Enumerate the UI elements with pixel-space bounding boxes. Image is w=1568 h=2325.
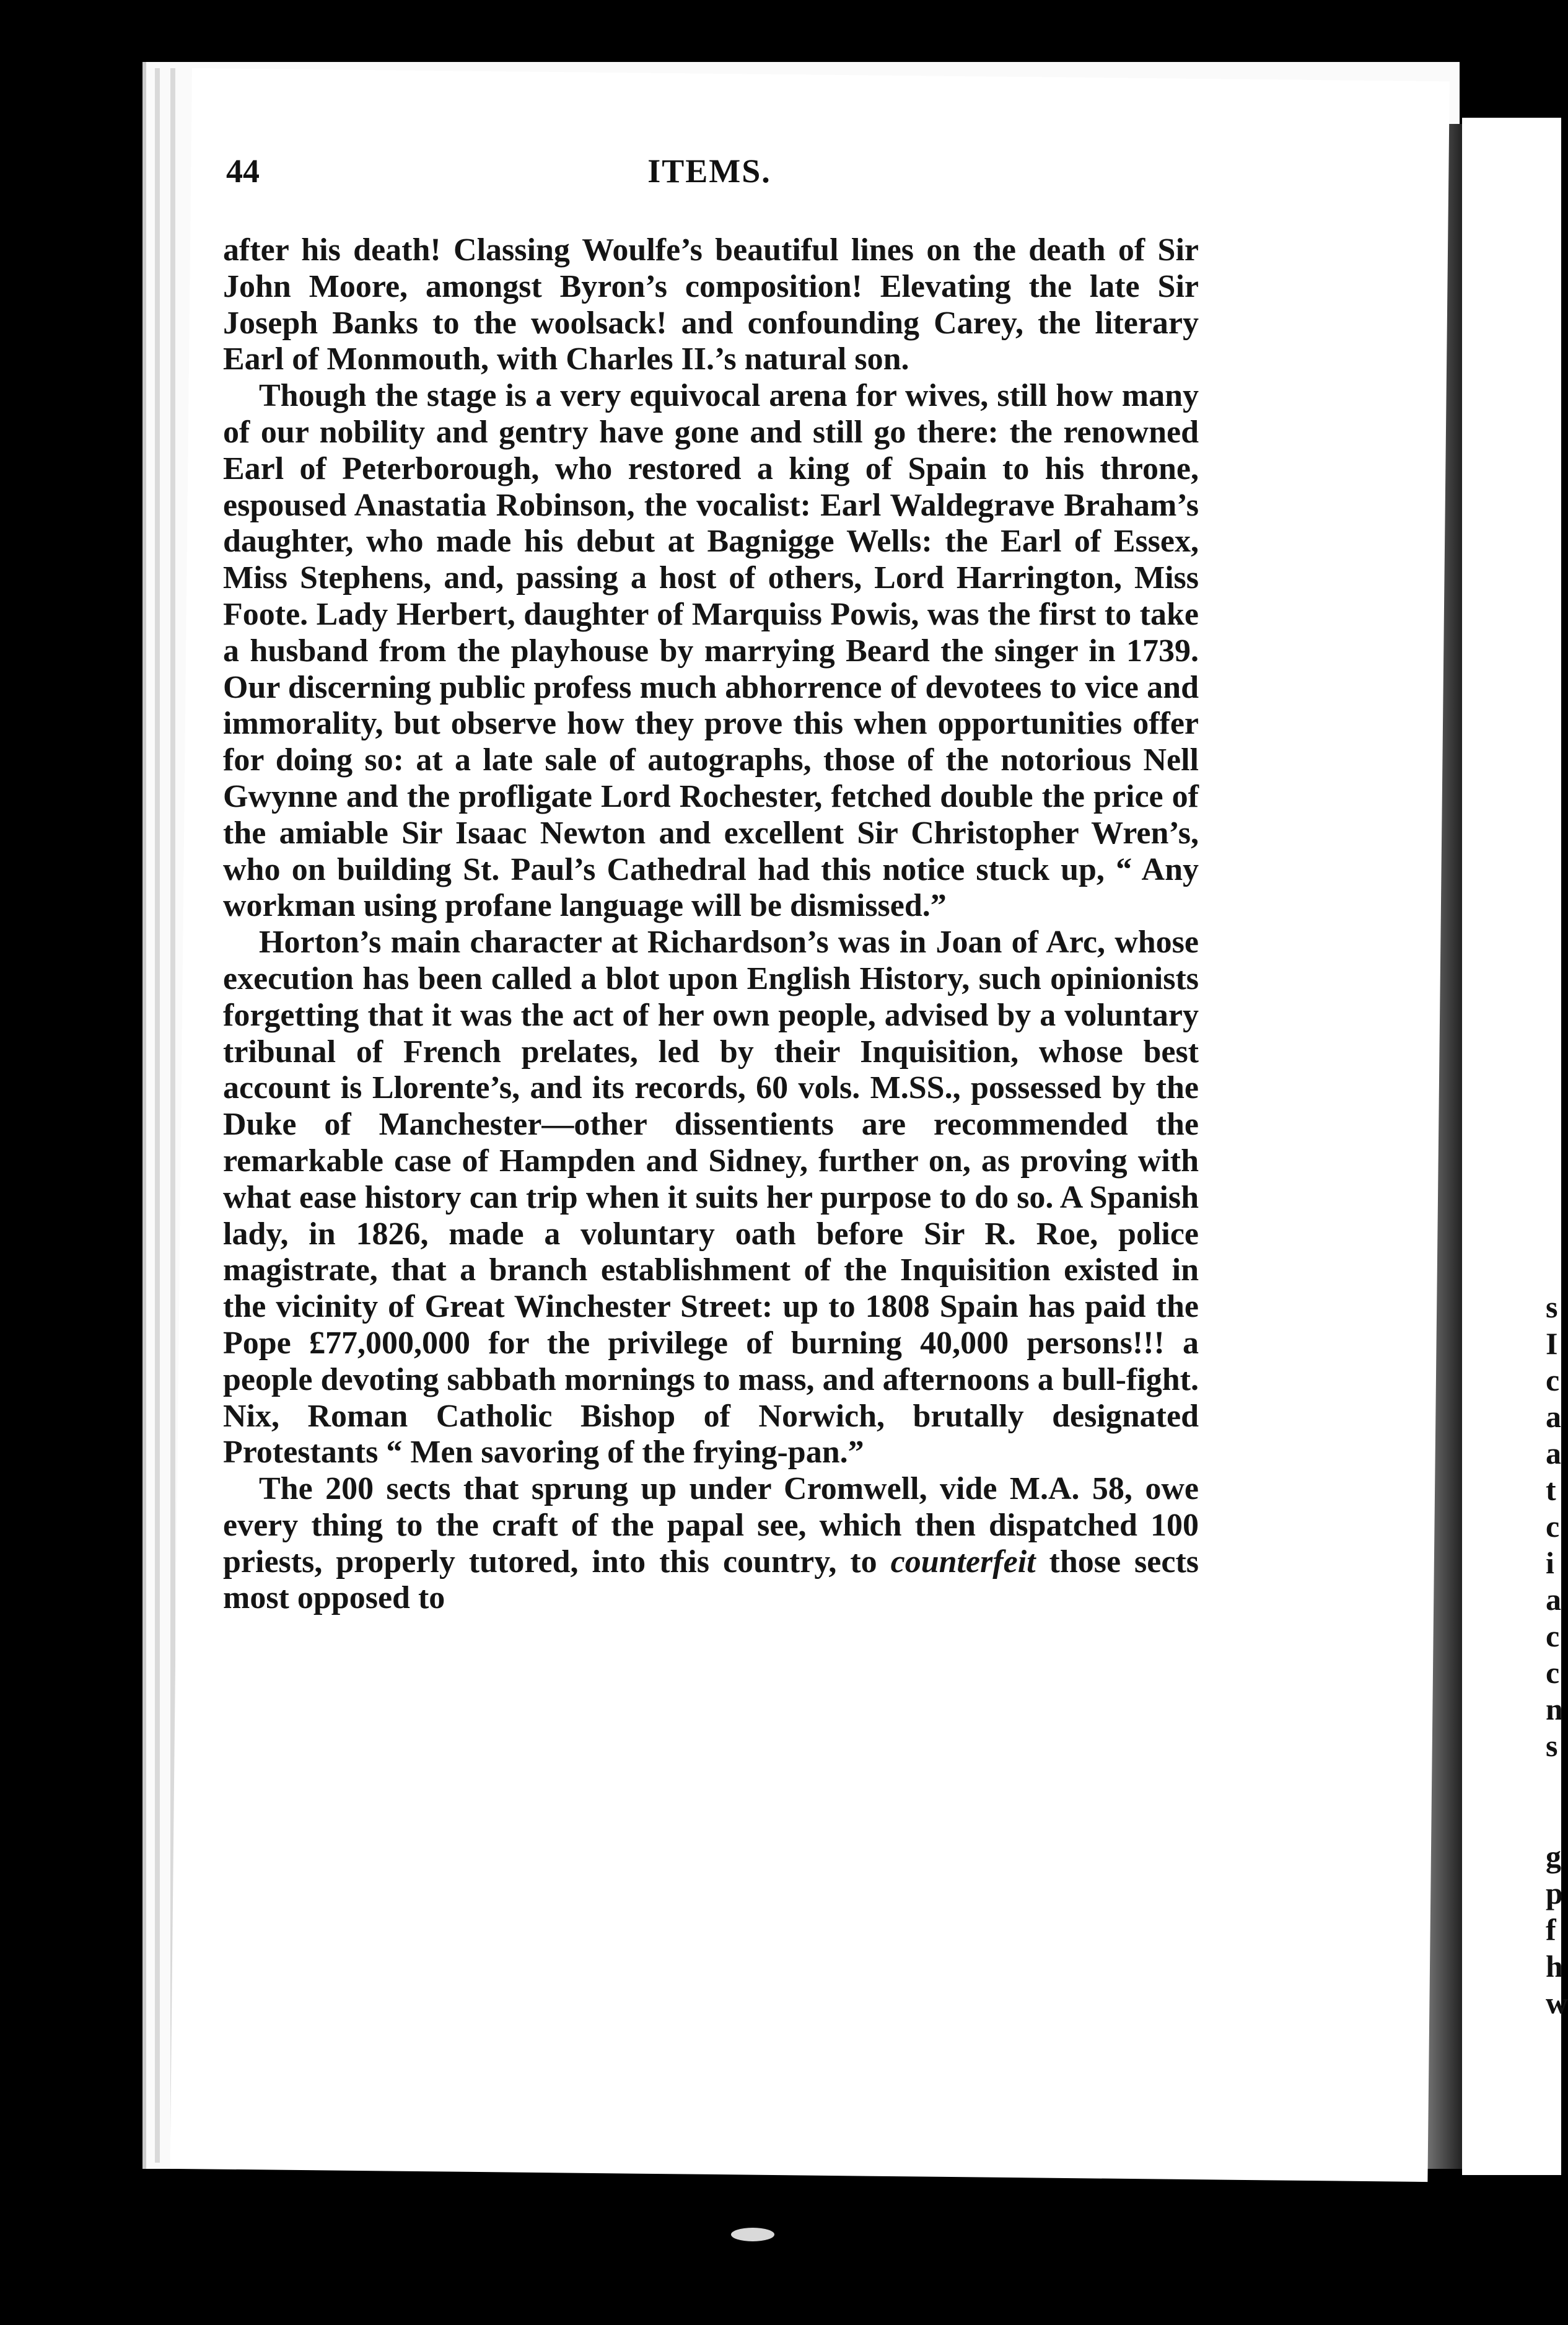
facing-page-fragment: s xyxy=(1546,1728,1558,1763)
facing-page-fragment: p xyxy=(1546,1876,1563,1910)
facing-page-fragment: f xyxy=(1546,1912,1556,1947)
page-number: 44 xyxy=(226,152,260,190)
paragraph: Horton’s main character at Richardson’s was in Joan of Arc, whose execution has been called a blot upon English History, such opinionists forgetting that it was the act of her own people, advised by a voluntary tribunal of French prelates, led by their Inquisition, whose best account is Llorente’s, and its records, 60 vols. M.SS., possessed by the Duke of Manchester—other dissentients are recommended the remarkable case of Hampden and Sidney, further on, as proving with what ease history can trip when it suits her purpose to do so. A Spanish lady, in 1826, made a voluntary oath before Sir R. Roe, police magistrate, that a branch establishment of the Inquisition existed in the vicinity of Great Winchester Street: up to 1808 Spain has paid the Pope £77,000,000 for the privilege of burning 40,000 persons!!! a people devoting sabbath mornings to mass, and afternoons a bull-fight. Nix, Roman Catholic Bishop of Norwich, brutally designated Protestants “ Men savoring of the frying-pan.” xyxy=(223,925,1199,1470)
facing-page-fragment: s xyxy=(1546,1290,1558,1324)
facing-page-text xyxy=(1546,1289,1568,2021)
facing-page-fragment: I xyxy=(1546,1326,1558,1361)
paragraph: after his death! Classing Woulfe’s beautiful lines on the death of Sir John Moore, amongst Byron’s composition! Elevating the late Sir Joseph Banks to the woolsack! and confounding Carey, the literary Earl of Monmouth, with Charles II.’s natural son. xyxy=(223,232,1199,377)
page-body xyxy=(223,232,1199,1617)
page-edge xyxy=(155,68,160,2163)
paragraph-text: The 200 sects that sprung up under Cromwell, vide M.A. 58, owe every thing to the craft of the papal see, which then dispatched 100 priests, properly tutored, into this country, to xyxy=(223,1471,1199,1580)
facing-page-fragment: t xyxy=(1546,1472,1556,1507)
facing-page-fragment: a xyxy=(1546,1399,1561,1434)
facing-page-fragment: c xyxy=(1546,1619,1560,1653)
paragraph: Though the stage is a very equivocal arena for wives, still how many of our nobility and gentry have gone and still go there: the renowned Earl of Peterborough, who restored a king of Spain to his throne, espoused Anastatia Robinson, the vocalist: Earl Waldegrave Braham’s daughter, who made his debut at Bagnigge Wells: the Earl of Essex, Miss Stephens, and, passing a host of others, Lord Harrington, Miss Foote. Lady Herbert, daughter of Marquiss Powis, was the first to take a husband from the playhouse by marrying Beard the singer in 1739. Our discerning public profess much abhorrence of devotees to vice and immorality, but observe how they prove this when opportunities offer for doing so: at a late sale of autographs, those of the notorious Nell Gwynne and the profligate Lord Rochester, fetched double the price of the amiable Sir Isaac Newton and excellent Sir Christopher Wren’s, who on building St. Paul’s Cathedral had this notice stuck up, “ Any workman using profane language will be dismissed.” xyxy=(223,378,1199,924)
facing-page-fragment: g xyxy=(1546,1839,1561,1874)
italic-word: counterfeit xyxy=(890,1544,1036,1580)
facing-page-fragment: c xyxy=(1546,1655,1560,1690)
facing-page-fragment: a xyxy=(1546,1582,1561,1617)
facing-page-fragment: w xyxy=(1546,1985,1568,2020)
paragraph-text: those sects most opposed to xyxy=(223,1544,1199,1616)
facing-page-fragment: n xyxy=(1546,1692,1563,1726)
facing-page-gap xyxy=(1546,1764,1560,1839)
page-header xyxy=(226,152,1193,195)
facing-page-fragment: a xyxy=(1546,1436,1561,1470)
scan-smudge xyxy=(731,2228,774,2241)
running-title: ITEMS. xyxy=(647,152,771,190)
facing-page-fragment: i xyxy=(1546,1545,1554,1580)
facing-page-fragment: h xyxy=(1546,1949,1563,1984)
facing-page-fragment: c xyxy=(1546,1363,1560,1397)
facing-page-fragment: c xyxy=(1546,1509,1560,1544)
paragraph xyxy=(223,1471,1199,1617)
